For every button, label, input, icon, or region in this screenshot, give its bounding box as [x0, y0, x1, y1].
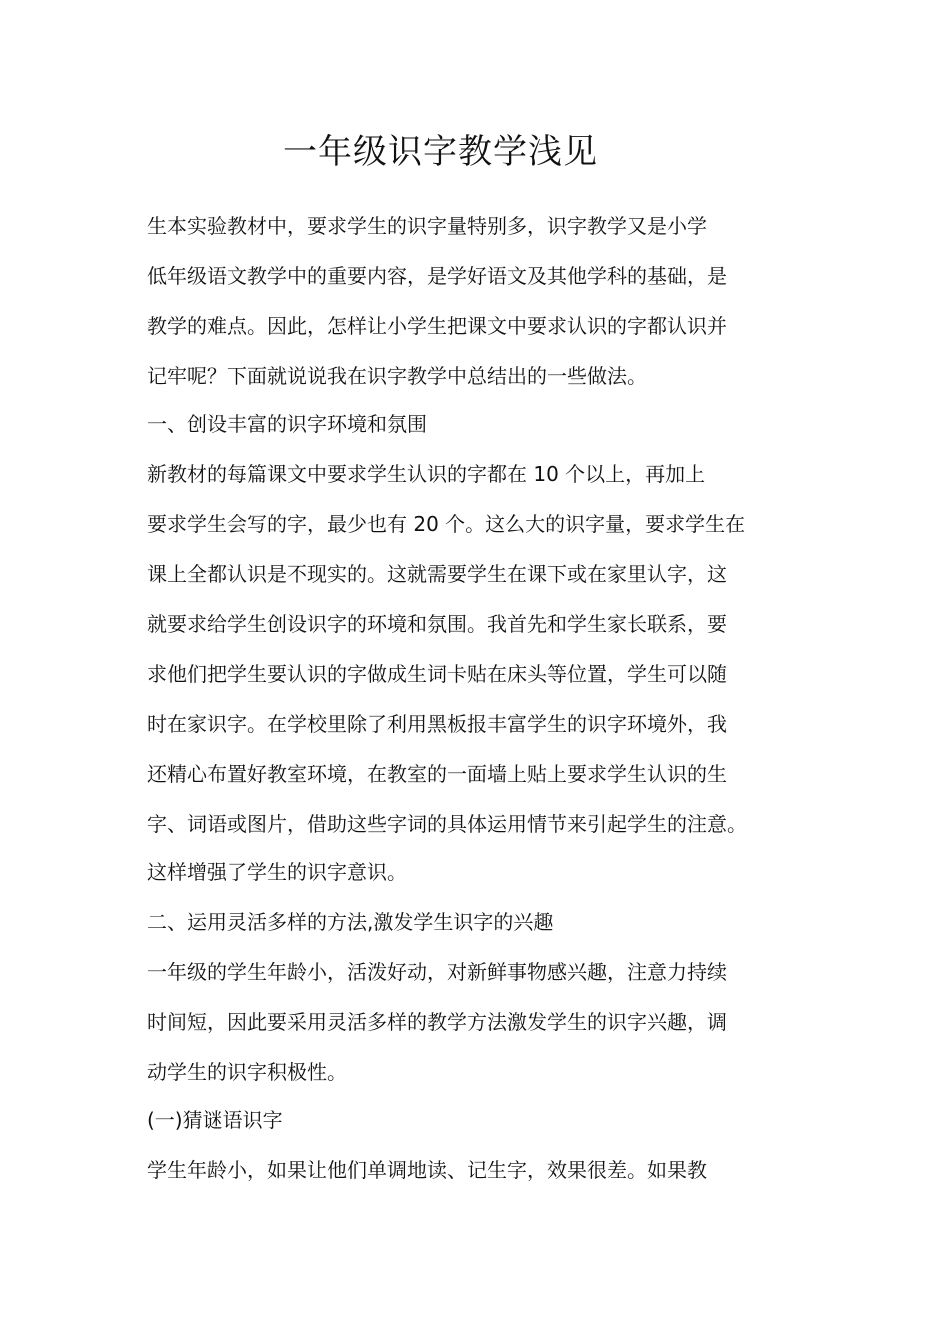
- text-line: 这样增强了学生的识字意识。: [147, 860, 407, 884]
- text-line: 字、词语或图片，借助这些字词的具体运用情节来引起学生的注意。: [147, 812, 747, 836]
- text-line: 就要求给学生创设识字的环境和氛围。我首先和学生家长联系，要: [147, 612, 727, 636]
- text-line: 要求学生会写的字，最少也有 20 个。这么大的识字量，要求学生在: [147, 512, 746, 536]
- text-line: 记牢呢？下面就说说我在识字教学中总结出的一些做法。: [147, 364, 647, 388]
- text-line: 新教材的每篇课文中要求学生认识的字都在 10 个以上，再加上: [147, 462, 706, 486]
- section-heading: 二、运用灵活多样的方法,激发学生识字的兴趣: [147, 910, 554, 934]
- section-heading: 一、创设丰富的识字环境和氛围: [147, 412, 427, 436]
- text-line: 课上全都认识是不现实的。这就需要学生在课下或在家里认字，这: [147, 562, 727, 586]
- text-line: 时在家识字。在学校里除了利用黑板报丰富学生的识字环境外，我: [147, 712, 727, 736]
- text-line: 低年级语文教学中的重要内容，是学好语文及其他学科的基础，是: [147, 264, 727, 288]
- text-line: 动学生的识字积极性。: [147, 1060, 347, 1084]
- text-line: 还精心布置好教室环境，在教室的一面墙上贴上要求学生认识的生: [147, 762, 727, 786]
- text-line: 教学的难点。因此，怎样让小学生把课文中要求认识的字都认识并: [147, 314, 727, 338]
- subsection-heading: (一)猜谜语识字: [147, 1108, 283, 1132]
- document-title: 一年级识字教学浅见: [283, 132, 598, 172]
- text-line: 生本实验教材中，要求学生的识字量特别多，识字教学又是小学: [147, 214, 707, 238]
- text-line: 时间短，因此要采用灵活多样的教学方法激发学生的识字兴趣，调: [147, 1010, 727, 1034]
- text-line: 学生年龄小，如果让他们单调地读、记生字，效果很差。如果教: [147, 1158, 707, 1182]
- text-line: 一年级的学生年龄小，活泼好动，对新鲜事物感兴趣，注意力持续: [147, 960, 727, 984]
- text-line: 求他们把学生要认识的字做成生词卡贴在床头等位置，学生可以随: [147, 662, 727, 686]
